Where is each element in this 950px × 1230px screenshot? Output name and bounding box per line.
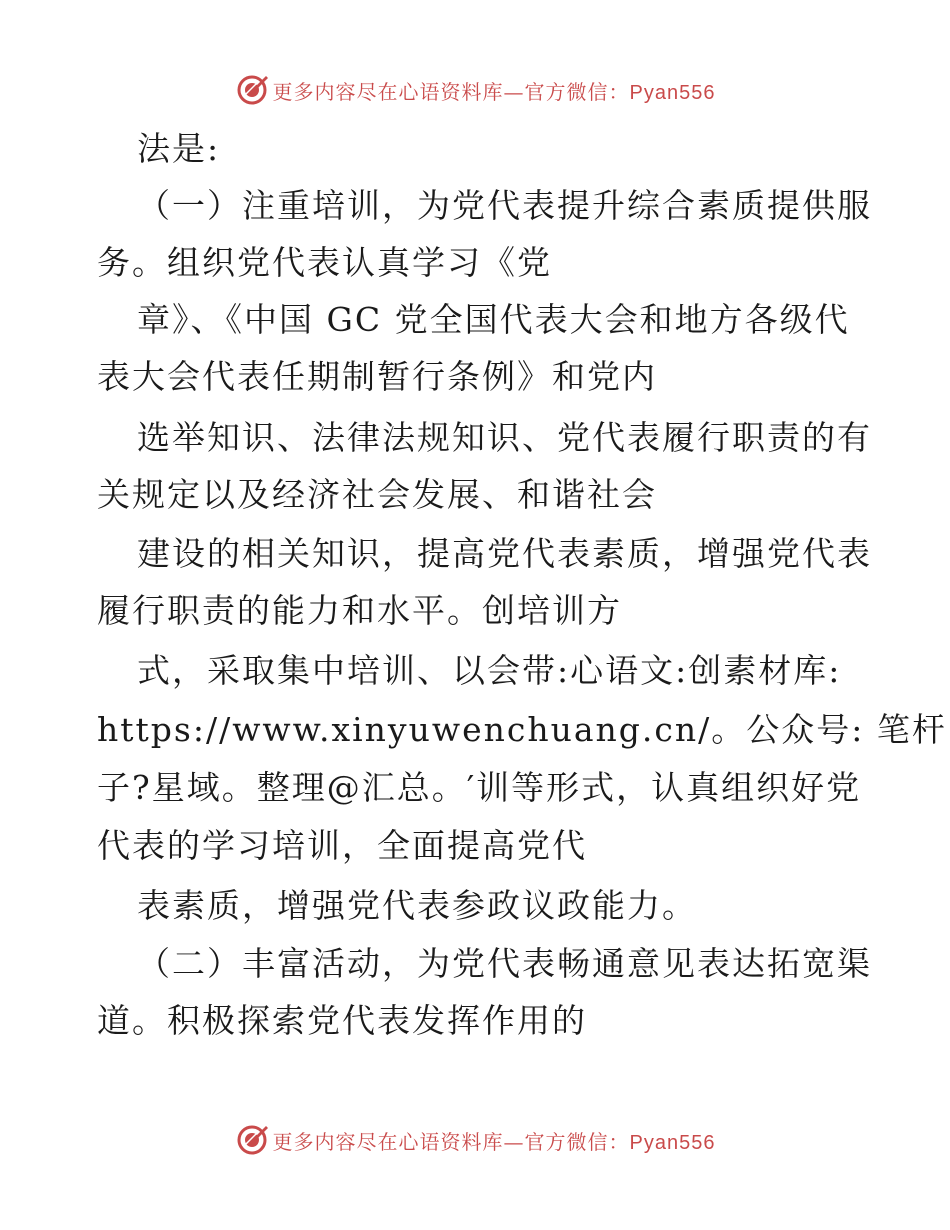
header-banner — [0, 70, 950, 110]
banner-title: 更多内容尽在心语资料库 — [272, 79, 504, 104]
banner-title: 更多内容尽在心语资料库 — [272, 1129, 504, 1154]
wechat-id: Pyan556 — [629, 1131, 716, 1154]
text-line: 代表的学习培训，全面提高党代 — [97, 826, 587, 865]
quill-seal-icon — [235, 73, 269, 107]
footer-banner — [0, 1120, 950, 1160]
wechat-id: Pyan556 — [629, 81, 716, 104]
wechat-label: 官方微信： — [524, 79, 630, 104]
text-line: （二）丰富活动，为党代表畅通意见表达拓宽渠 — [137, 944, 872, 983]
text-line: （一）注重培训，为党代表提升综合素质提供服 — [137, 186, 872, 225]
banner-text — [273, 76, 716, 105]
text-line: 建设的相关知识，提高党代表素质，增强党代表 — [137, 534, 872, 573]
text-line: 表大会代表任期制暂行条例》和党内 — [97, 357, 657, 396]
text-line: 道。积极探索党代表发挥作用的 — [97, 1001, 587, 1040]
text-line: 选举知识、法律法规知识、党代表履行职责的有 — [137, 418, 872, 457]
text-line: 章》、《中国 GC 党全国代表大会和地方各级代 — [137, 300, 850, 339]
text-line: 表素质，增强党代表参政议政能力。 — [137, 886, 697, 925]
banner-text — [273, 1126, 716, 1155]
text-line: 法是: — [137, 129, 221, 168]
text-line: 关规定以及经济社会发展、和谐社会 — [97, 475, 657, 514]
quill-seal-icon — [235, 1123, 269, 1157]
text-line: 式，采取集中培训、以会带:心语文:创素材库: — [137, 651, 842, 690]
wechat-label: 官方微信： — [524, 1129, 630, 1154]
text-line: 子?星域。整理@汇总。′训等形式，认真组织好党 — [97, 768, 862, 807]
text-line: 务。组织党代表认真学习《党 — [97, 243, 552, 282]
text-line: https://www.xinyuwenchuang.cn/。公众号: 笔杆 — [97, 710, 947, 749]
text-line: 履行职责的能力和水平。创培训方 — [97, 591, 622, 630]
banner-separator: — — [503, 1129, 525, 1154]
banner-separator: — — [503, 79, 525, 104]
